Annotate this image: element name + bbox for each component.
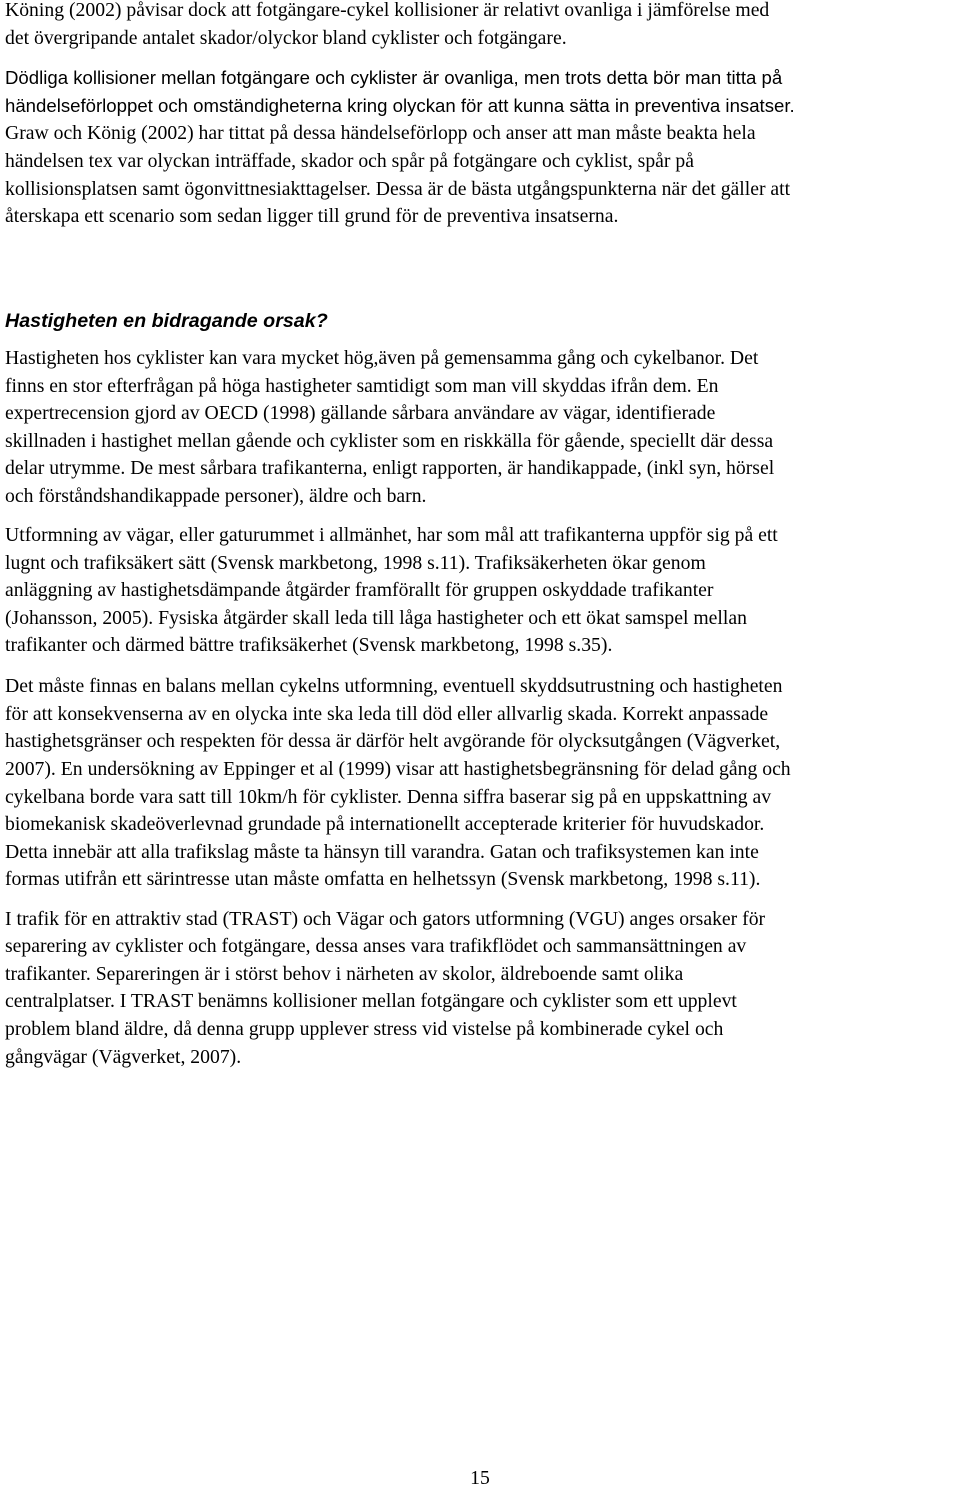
- text-line: Det måste finnas en balans mellan cykelns utformning, eventuell skyddsutrustning och hastigheten: [5, 675, 783, 697]
- text-line: expertrecension gjord av OECD (1998) gällande sårbara användare av vägar, identifierade: [5, 402, 716, 424]
- text-line: problem bland äldre, då denna grupp upplever stress vid vistelse på kombinerade cykel och: [5, 1018, 724, 1040]
- text-line: trafikanter och därmed bättre trafiksäkerhet (Svensk markbetong, 1998 s.35).: [5, 634, 613, 656]
- text-line: hastighetsgränser och respekten för dessa är därför helt avgörande för olycksutgången (Vägverket,: [5, 730, 781, 752]
- text-line: Köning (2002) påvisar dock att fotgängare-cykel kollisioner är relativt ovanliga i jämförelse med: [5, 0, 770, 21]
- text-line: händelsen tex var olyckan inträffade, skador och spår på fotgängare och cyklist, spår på: [5, 150, 694, 172]
- text-line: biomekanisk skadeöverlevnad grundade på internationellt accepterade kriterier för huvudskador.: [5, 813, 765, 835]
- text-line: I trafik för en attraktiv stad (TRAST) och Vägar och gators utformning (VGU) anges orsaker för: [5, 908, 766, 930]
- text-line: händelseförloppet och omständigheterna kring olyckan för att kunna sätta in preventiva insatser.: [5, 95, 795, 116]
- text-line: för att konsekvenserna av en olycka inte ska leda till död eller allvarlig skada. Korrekt anpassade: [5, 703, 769, 725]
- text-line: skillnaden i hastighet mellan gående och cyklister som en riskkälla för gående, speciellt där dessa: [5, 430, 774, 452]
- text-line: separering av cyklister och fotgängare, dessa anses vara trafikflödet och sammansättningen av: [5, 935, 747, 957]
- section-heading: Hastigheten en bidragande orsak?: [5, 310, 328, 332]
- text-line: gångvägar (Vägverket, 2007).: [5, 1046, 242, 1068]
- text-line: delar utrymme. De mest sårbara trafikanterna, enligt rapporten, är handikappade, (inkl syn, hörsel: [5, 457, 775, 479]
- text-line: Hastigheten hos cyklister kan vara mycket hög,även på gemensamma gång och cykelbanor. Det: [5, 347, 759, 369]
- text-line: trafikanter. Separeringen är i störst behov i närheten av skolor, äldreboende samt olika: [5, 963, 684, 985]
- text-line: återskapa ett scenario som sedan ligger till grund för de preventiva insatserna.: [5, 205, 619, 227]
- text-line: Detta innebär att alla trafikslag måste ta hänsyn till varandra. Gatan och trafiksystemen kan inte: [5, 841, 759, 863]
- text-line: (Johansson, 2005). Fysiska åtgärder skall leda till låga hastigheter och ett ökat samspel mellan: [5, 607, 747, 629]
- text-line: det övergripande antalet skador/olyckor bland cyklister och fotgängare.: [5, 27, 567, 49]
- text-line: Graw och König (2002) har tittat på dessa händelseförlopp och anser att man måste beakta hela: [5, 122, 756, 144]
- text-line: Dödliga kollisioner mellan fotgängare och cyklister är ovanliga, men trots detta bör man titta på: [5, 67, 783, 88]
- text-line: lugnt och trafiksäkert sätt (Svensk markbetong, 1998 s.11). Trafiksäkerheten ökar genom: [5, 552, 706, 574]
- text-line: formas utifrån ett särintresse utan måste omfatta en helhetssyn (Svensk markbetong, 1998 s.11).: [5, 868, 761, 890]
- text-line: kollisionsplatsen samt ögonvittnesiakttagelser. Dessa är de bästa utgångspunkterna när det gäller att: [5, 178, 791, 200]
- text-line: 2007). En undersökning av Eppinger et al (1999) visar att hastighetsbegränsning för delad gång och: [5, 758, 791, 780]
- page-number: 15: [470, 1467, 490, 1489]
- text-line: anläggning av hastighetsdämpande åtgärder framförallt för gruppen oskyddade trafikanter: [5, 579, 714, 601]
- text-line: cykelbana borde vara satt till 10km/h för cyklister. Denna siffra baserar sig på en uppskattning av: [5, 786, 772, 808]
- text-line: och förståndshandikappade personer), äldre och barn.: [5, 485, 427, 507]
- text-line: finns en stor efterfrågan på höga hastigheter samtidigt som man vill skyddas ifrån dem. En: [5, 375, 719, 397]
- text-line: Utformning av vägar, eller gaturummet i allmänhet, har som mål att trafikanterna uppför sig på ett: [5, 524, 778, 546]
- text-line: centralplatser. I TRAST benämns kollisioner mellan fotgängare och cyklister som ett upplevt: [5, 990, 737, 1012]
